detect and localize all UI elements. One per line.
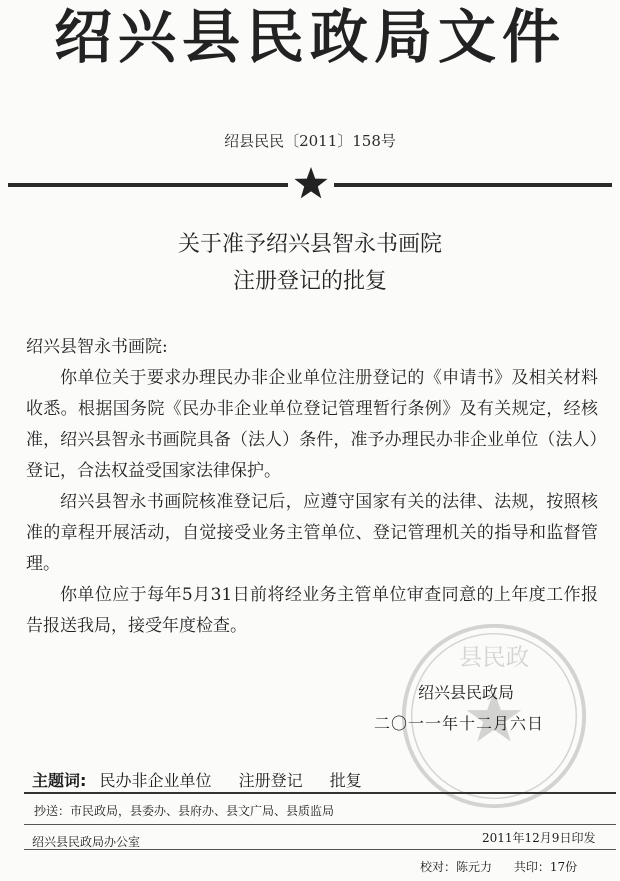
- proofreader: 校对：陈元力: [420, 860, 493, 874]
- document-header-title: 绍兴县民政局文件: [53, 3, 566, 71]
- subject-label: 主题词:: [32, 771, 87, 790]
- sender-organization: 绍兴县民政局: [418, 683, 515, 702]
- footer-divider-top: [24, 792, 616, 794]
- print-meta: [420, 858, 577, 875]
- issuing-office: 绍兴县民政局办公室: [32, 835, 141, 849]
- svg-text:县民政: 县民政: [458, 643, 530, 672]
- issue-date: 二〇一一年十二月六日: [374, 714, 545, 733]
- title-line-2: 注册登记的批复: [232, 269, 387, 294]
- body-paragraph: 你单位关于要求办理民办非企业单位注册登记的《申请书》及相关材料收悉。根据国务院《民办非企业单位登记管理暂行条例》及有关规定，经核准，绍兴县智永书画院具备（法人）条件，准予办理民办非企业单位（法人）登记，合法权益受国家法律保护。: [26, 368, 598, 481]
- salutation: 绍兴县智永书画院:: [26, 337, 168, 357]
- cc-recipients: 抄送：市民政局，县委办、县府办、县文广局、县质监局: [34, 804, 335, 818]
- copy-count: 共印：17份: [513, 860, 578, 874]
- title-line-1: 关于准予绍兴县智永书画院: [177, 232, 442, 257]
- subject-term: 民办非企业单位: [99, 771, 212, 790]
- header-divider-right: [334, 183, 612, 187]
- footer-divider-middle: [24, 824, 616, 825]
- subject-term: 注册登记: [238, 771, 303, 790]
- document-number: 绍县民民〔2011〕158号: [224, 132, 396, 150]
- document-title: [0, 226, 620, 300]
- subject-term: 批复: [329, 771, 362, 790]
- header-divider-left: [8, 183, 288, 187]
- print-date: 2011年12月9日印发: [482, 831, 596, 845]
- body-paragraph: 绍兴县智永书画院核准登记后，应遵守国家有关的法律、法规，按照核准的章程开展活动，自觉接受业务主管单位、登记管理机关的指导和监督管理。: [26, 492, 598, 574]
- footer-divider-bottom: [24, 849, 616, 850]
- body-paragraph: 你单位应于每年5月31日前将经业务主管单位审查同意的上年度工作报告报送我局，接受年度检查。: [26, 585, 598, 636]
- star-icon: [293, 165, 329, 201]
- document-body: [26, 332, 598, 642]
- subject-keywords: [32, 768, 362, 791]
